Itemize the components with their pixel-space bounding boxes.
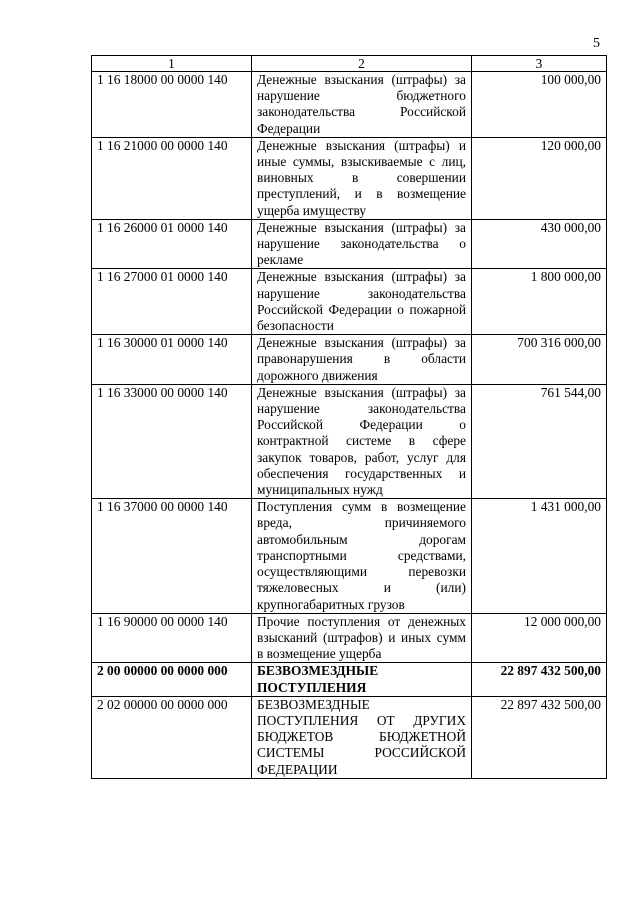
table-row <box>92 499 607 613</box>
table-row <box>92 219 607 269</box>
code-cell: 1 16 33000 00 0000 140 <box>92 384 252 498</box>
table-header <box>92 56 607 72</box>
table-body <box>92 72 607 779</box>
table-row <box>92 696 607 778</box>
amount-cell: 12 000 000,00 <box>472 613 607 663</box>
budget-revenue-table <box>91 55 607 779</box>
description-cell: БЕЗВОЗМЕЗДНЫЕ ПОСТУПЛЕНИЯ <box>252 663 472 696</box>
code-cell: 1 16 18000 00 0000 140 <box>92 72 252 138</box>
description-cell: Денежные взыскания (штрафы) за нарушение законодательства Российской Федерации о контрактной системе в сфере закупок товаров, работ, услуг для обеспечения государственных и муниципальных нужд <box>252 384 472 498</box>
amount-cell: 120 000,00 <box>472 137 607 219</box>
description-cell: Денежные взыскания (штрафы) за нарушение законодательства Российской Федерации о пожарной безопасности <box>252 269 472 335</box>
amount-cell: 700 316 000,00 <box>472 335 607 385</box>
table-row <box>92 613 607 663</box>
table-row <box>92 663 607 696</box>
code-cell: 1 16 21000 00 0000 140 <box>92 137 252 219</box>
column-header-3: 3 <box>472 56 607 72</box>
description-cell: Поступления сумм в возмещение вреда, причиняемого автомобильным дорогам транспортными средствами, осуществляющими перевозки тяжеловесных и (или) крупногабаритных грузов <box>252 499 472 613</box>
column-header-1: 1 <box>92 56 252 72</box>
amount-cell: 430 000,00 <box>472 219 607 269</box>
amount-cell: 1 800 000,00 <box>472 269 607 335</box>
description-cell: Денежные взыскания (штрафы) и иные суммы, взыскиваемые с лиц, виновных в совершении преступлений, и в возмещение ущерба имуществу <box>252 137 472 219</box>
code-cell: 1 16 30000 01 0000 140 <box>92 335 252 385</box>
column-header-2: 2 <box>252 56 472 72</box>
table-row <box>92 72 607 138</box>
table-row <box>92 269 607 335</box>
header-row <box>92 56 607 72</box>
amount-cell: 100 000,00 <box>472 72 607 138</box>
description-cell: Денежные взыскания (штрафы) за правонарушения в области дорожного движения <box>252 335 472 385</box>
amount-cell: 22 897 432 500,00 <box>472 663 607 696</box>
description-cell: Денежные взыскания (штрафы) за нарушение законодательства о рекламе <box>252 219 472 269</box>
description-cell: БЕЗВОЗМЕЗДНЫЕ ПОСТУПЛЕНИЯ ОТ ДРУГИХ БЮДЖЕТОВ БЮДЖЕТНОЙ СИСТЕМЫ РОССИЙСКОЙ ФЕДЕРАЦИИ <box>252 696 472 778</box>
amount-cell: 22 897 432 500,00 <box>472 696 607 778</box>
amount-cell: 761 544,00 <box>472 384 607 498</box>
code-cell: 1 16 37000 00 0000 140 <box>92 499 252 613</box>
code-cell: 1 16 90000 00 0000 140 <box>92 613 252 663</box>
table-row <box>92 384 607 498</box>
code-cell: 1 16 26000 01 0000 140 <box>92 219 252 269</box>
code-cell: 2 00 00000 00 0000 000 <box>92 663 252 696</box>
code-cell: 1 16 27000 01 0000 140 <box>92 269 252 335</box>
description-cell: Денежные взыскания (штрафы) за нарушение бюджетного законодательства Российской Федерации <box>252 72 472 138</box>
amount-cell: 1 431 000,00 <box>472 499 607 613</box>
page-number: 5 <box>593 36 600 51</box>
table-row <box>92 335 607 385</box>
description-cell: Прочие поступления от денежных взысканий (штрафов) и иных сумм в возмещение ущерба <box>252 613 472 663</box>
table-row <box>92 137 607 219</box>
code-cell: 2 02 00000 00 0000 000 <box>92 696 252 778</box>
